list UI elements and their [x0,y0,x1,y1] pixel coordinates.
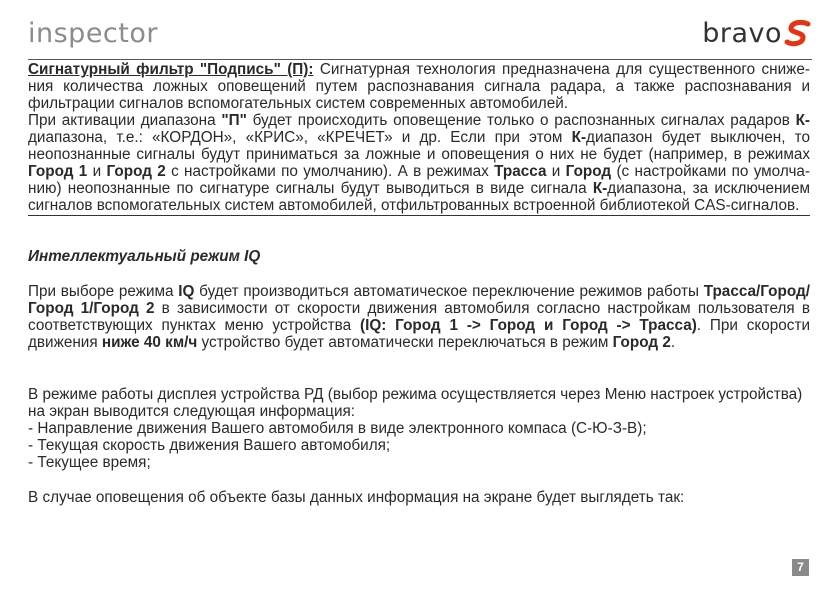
list-item-compass: - Направление движения Вашего автомобиля в виде электронного компаса (С-Ю-З-В); [28,420,647,437]
rd-display-section [28,386,810,471]
list-item-speed: - Текущая скорость движения Вашего автомобиля; [28,437,391,454]
signature-filter-section [28,61,810,216]
signature-paragraph-2: При активации диапазона "П" будет происходить оповещение только о распознанных сигналах радаров К-диапазона, т.е.: «КОРДОН», «КРИС», «КРЕЧЕТ» и др. Если при этом К-диапазон будет выключен, то неопознанные сигналы будут приниматься за ложные и оповещения о них не будет (например, в режимах Город 1 и Город 2 с настройками по умолчанию). А в режимах Трасса и Город (с настройками по умолча-нию) неопознанные по сигнатуре сигналы будут выводиться в виде сигнала К-диапазона, за исключением сигналов вспомогательных систем автомобилей, отфильтрованных встроенной библиотекой CAS-сигналов. [28,112,811,214]
database-alert-text: В случае оповещения об объекте базы данных информация на экране будет выглядеть так: [28,489,685,506]
signature-paragraph-1 [28,61,810,112]
inspector-logo: inspector [28,18,158,49]
signature-text: Сигнатурная технология предназначена для существенного сниже-ния количества ложных оповещений путем распознавания сигнала радара, а также распознавания и фильтрации сигналов вспомогательных систем современных автомобилей. [28,61,810,112]
iq-mode-paragraph: При выборе режима IQ будет производиться автоматическое переключение режимов работы Трасса/Город/Город 1/Город 2 в зависимости от скорости движения автомобиля согласно настройкам пользователя в соответствующих пунктах меню устройства (IQ: Город 1 -> Город и Город -> Трасса). При скорости движения ниже 40 км/ч устройство будет автоматически переключаться в режим Город 2. [28,283,811,351]
signature-filter-title: Сигнатурный фильтр "Подпись" (П): [28,61,314,78]
page-content [28,61,810,506]
page-number-badge: 7 [792,559,809,576]
bravo-logo [702,18,812,49]
rd-intro-text: В режиме работы дисплея устройства РД (выбор режима осуществляется через Меню настроек устройства) на экран выводится следующая информация: [28,386,803,420]
bravo-logo-text: bravo [702,18,782,49]
header-divider [28,59,812,60]
list-item-time: - Текущее время; [28,454,151,471]
bravo-s-mark-icon [784,19,812,49]
iq-mode-heading: Интеллектуальный режим IQ [28,248,261,265]
